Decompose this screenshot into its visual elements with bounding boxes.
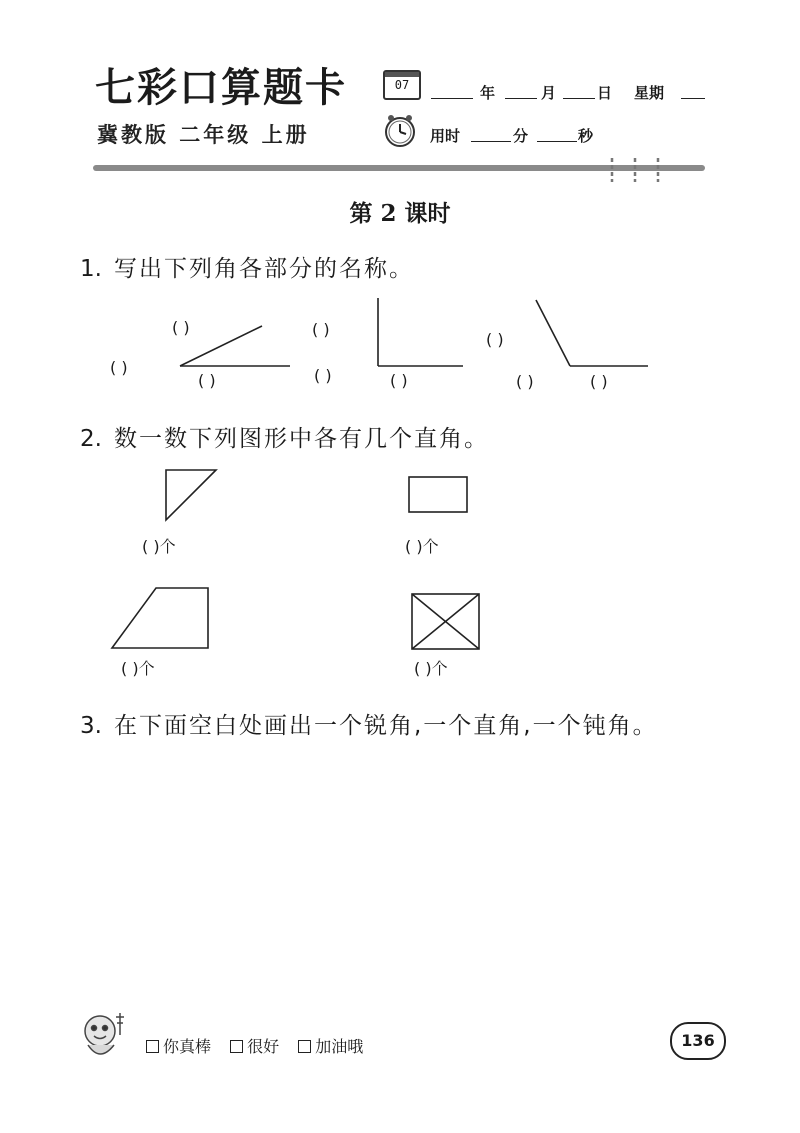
square-answer[interactable]: ( )个: [414, 659, 448, 678]
trapezoid-shape: [112, 588, 208, 648]
question-3-text: 在下面空白处画出一个锐角,一个直角,一个钝角。: [113, 713, 658, 739]
rating-keep-going[interactable]: 加油哦: [298, 1037, 363, 1056]
minutes-blank[interactable]: [471, 129, 511, 142]
calendar-number: 07: [394, 78, 410, 92]
answer-blank[interactable]: ( ): [590, 372, 608, 391]
checkbox[interactable]: [146, 1040, 159, 1053]
seconds-blank[interactable]: [537, 129, 577, 142]
question-2-number: 2.: [80, 426, 102, 452]
angle-3-slanted-side: [536, 300, 570, 366]
clock-icon: [383, 114, 417, 148]
question-2: [80, 420, 489, 453]
shape-figures: [0, 460, 800, 690]
year-label: 年: [480, 84, 496, 102]
time-used-label: 用时: [430, 127, 461, 145]
page-number: 136: [670, 1022, 726, 1060]
rating-great[interactable]: 你真棒: [146, 1037, 211, 1056]
mascot-icon: [70, 1005, 132, 1067]
checkbox[interactable]: [230, 1040, 243, 1053]
answer-blank[interactable]: ( ): [486, 330, 504, 349]
answer-blank[interactable]: ( ): [110, 358, 128, 377]
brand-title: 七彩口算题卡: [95, 64, 347, 111]
checkbox[interactable]: [298, 1040, 311, 1053]
triangle-answer[interactable]: ( )个: [142, 537, 176, 556]
lesson-title: 第 2 课时: [349, 200, 451, 227]
calendar-icon: [383, 70, 421, 100]
question-1-number: 1.: [80, 256, 102, 282]
answer-blank[interactable]: ( ): [172, 318, 190, 337]
rectangle-shape: [409, 477, 467, 512]
minutes-label: 分: [513, 127, 529, 145]
question-3: [80, 707, 658, 740]
angle-1-upper-side: [180, 326, 262, 366]
rating-good[interactable]: 很好: [230, 1037, 279, 1056]
question-3-number: 3.: [80, 713, 102, 739]
answer-blank[interactable]: ( ): [516, 372, 534, 391]
weekday-blank[interactable]: [681, 86, 705, 99]
month-blank[interactable]: [505, 86, 537, 99]
rectangle-answer[interactable]: ( )个: [405, 537, 439, 556]
drawing-area[interactable]: [80, 750, 720, 990]
weekday-label: 星期: [634, 84, 665, 102]
year-blank[interactable]: [431, 86, 473, 99]
month-label: 月: [541, 84, 557, 102]
answer-blank[interactable]: ( ): [390, 371, 408, 390]
edition-label: 冀教版 二年级 上册: [97, 123, 310, 147]
question-1: [80, 250, 414, 283]
answer-blank[interactable]: ( ): [312, 320, 330, 339]
self-rating: [146, 1034, 377, 1057]
day-label: 日: [597, 84, 613, 102]
answer-blank[interactable]: ( ): [198, 371, 216, 390]
triangle-shape: [166, 470, 216, 520]
question-2-text: 数一数下列图形中各有几个直角。: [113, 426, 489, 452]
answer-blank[interactable]: ( ): [314, 366, 332, 385]
trapezoid-answer[interactable]: ( )个: [121, 659, 155, 678]
question-1-text: 写出下列角各部分的名称。: [113, 256, 414, 282]
day-blank[interactable]: [563, 86, 595, 99]
seconds-label: 秒: [578, 127, 594, 145]
binder-rings-icon: [600, 156, 670, 184]
